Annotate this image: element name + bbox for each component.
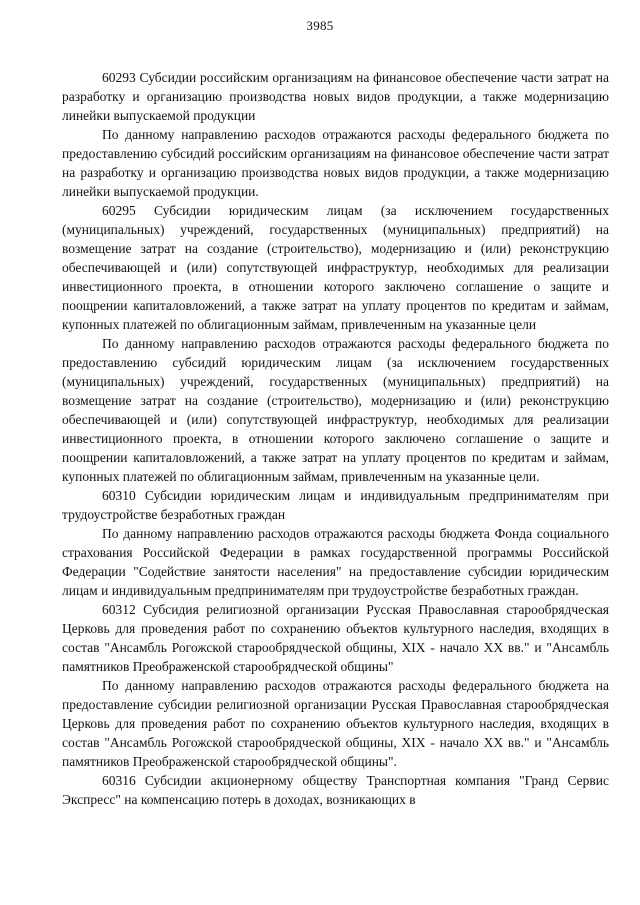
paragraph-60312-description: По данному направлению расходов отражаются расходы федерального бюджета на предоставление субсидии религиозной организации Русская Православная старообрядческая Церковь для проведения работ по сохранению объектов культурного наследия, входящих в состав "Ансамбль Рогожской старообрядческой общины, XIX - начало XX вв." и "Ансамбль памятников Преображенской старообрядческой общины". — [62, 678, 609, 769]
paragraph-60312-heading: 60312 Субсидия религиозной организации Русская Православная старообрядческая Церковь для проведения работ по сохранению объектов культурного наследия, входящих в состав "Ансамбль Рогожской старообрядческой общины, XIX - начало XX вв." и "Ансамбль памятников Преображенской старообрядческой общины" — [62, 602, 609, 674]
paragraph-60310-description: По данному направлению расходов отражаются расходы бюджета Фонда социального страхования Российской Федерации в рамках государственной программы Российской Федерации "Содействие занятости населения" на предоставление субсидии юридическим лицам и индивидуальным предпринимателям при трудоустройстве безработных граждан. — [62, 526, 609, 598]
paragraph-60295-heading: 60295 Субсидии юридическим лицам (за исключением государственных (муниципальных) учреждений, государственных (муниципальных) предприятий) на возмещение затрат на создание (строительство), модернизацию и (или) реконструкцию обеспечивающей и (или) сопутствующей инфраструктур, необходимых для реализации инвестиционного проекта, в отношении которого заключено соглашение о защите и поощрении капиталовложений, а также затрат на уплату процентов по кредитам и займам, купонных платежей по облигационным займам, привлеченным на указанные цели — [62, 203, 609, 332]
page-number: 3985 — [306, 18, 334, 33]
paragraph-60316-heading: 60316 Субсидии акционерному обществу Транспортная компания "Гранд Сервис Экспресс" на компенсацию потерь в доходах, возникающих в — [62, 773, 609, 807]
paragraph-60293-heading: 60293 Субсидии российским организациям на финансовое обеспечение части затрат на разработку и организацию производства новых видов продукции, а также модернизацию линейки выпускаемой продукции — [62, 70, 609, 123]
paragraph-60293-description: По данному направлению расходов отражаются расходы федерального бюджета по предоставлению субсидий российским организациям на финансовое обеспечение части затрат на разработку и организацию производства новых видов продукции, а также модернизацию линейки выпускаемой продукции. — [62, 127, 609, 199]
paragraph-60295-description: По данному направлению расходов отражаются расходы федерального бюджета по предоставлению субсидий юридическим лицам (за исключением государственных (муниципальных) учреждений, государственных (муниципальных) предприятий) на возмещение затрат на создание (строительство), модернизацию и (или) реконструкцию обеспечивающей и (или) сопутствующей инфраструктур, необходимых для реализации инвестиционного проекта, в отношении которого заключено соглашение о защите и поощрении капиталовложений, а также затрат на уплату процентов по кредитам и займам, купонных платежей по облигационным займам, привлеченным на указанные цели. — [62, 336, 609, 484]
paragraph-60310-heading: 60310 Субсидии юридическим лицам и индивидуальным предпринимателям при трудоустройстве безработных граждан — [62, 488, 609, 522]
body-text — [62, 68, 609, 809]
